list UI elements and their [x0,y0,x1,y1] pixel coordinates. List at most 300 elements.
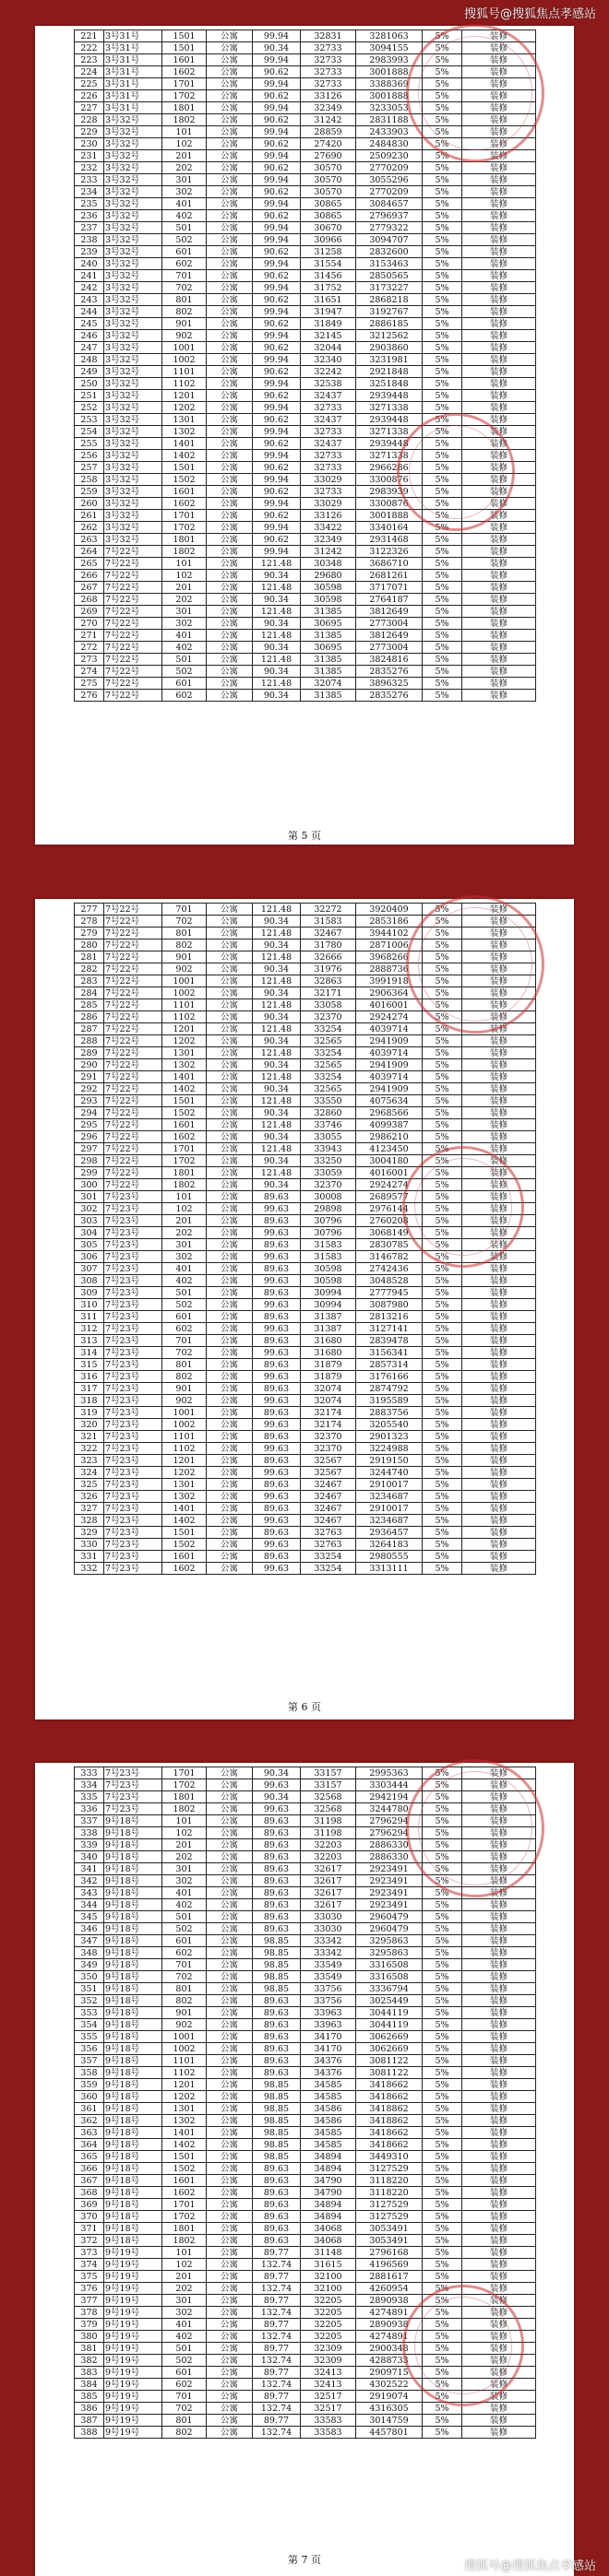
building-cell: 3号32号 [104,462,162,474]
table-row [75,2259,536,2271]
row-number-cell: 239 [75,246,104,258]
table-row [75,2091,536,2103]
decoration-status-cell: 装修 [462,354,536,366]
area-cell: 99.63 [253,1275,301,1287]
area-cell: 99.63 [253,1563,301,1575]
room-number-cell: 802 [162,2427,207,2439]
room-number-cell: 302 [162,2307,207,2319]
room-number-cell: 501 [162,1911,207,1923]
total-price-cell: 3053491 [356,2223,423,2235]
total-price-cell: 3173227 [356,282,423,294]
discount-rate-cell: 5% [423,2259,462,2271]
usage-cell: 公寓 [207,2367,253,2379]
total-price-cell: 3192767 [356,306,423,318]
unit-price-cell: 30796 [301,1215,356,1227]
room-number-cell: 202 [162,2283,207,2295]
discount-rate-cell: 5% [423,138,462,150]
building-cell: 3号32号 [104,522,162,534]
table-row [75,1815,536,1827]
row-number-cell: 247 [75,342,104,354]
room-number-cell: 1702 [162,1779,207,1791]
row-number-cell: 342 [75,1875,104,1887]
discount-rate-cell: 5% [423,963,462,975]
decoration-status-cell: 装修 [462,999,536,1011]
table-row [75,150,536,162]
area-cell: 99.63 [253,1347,301,1359]
decoration-status-cell: 装修 [462,1311,536,1323]
usage-cell: 公寓 [207,1191,253,1203]
usage-cell: 公寓 [207,594,253,606]
discount-rate-cell: 5% [423,1491,462,1503]
usage-cell: 公寓 [207,963,253,975]
room-number-cell: 1302 [162,1491,207,1503]
usage-cell: 公寓 [207,2427,253,2439]
building-cell: 7号22号 [104,594,162,606]
row-number-cell: 280 [75,939,104,951]
row-number-cell: 231 [75,150,104,162]
total-price-cell: 2796294 [356,1815,423,1827]
total-price-cell: 2874792 [356,1383,423,1395]
total-price-cell: 4075634 [356,1095,423,1107]
unit-price-cell: 32733 [301,462,356,474]
unit-price-cell: 31198 [301,1815,356,1827]
usage-cell: 公寓 [207,1239,253,1251]
decoration-status-cell: 装修 [462,1383,536,1395]
table-row [75,642,536,654]
discount-rate-cell: 5% [423,222,462,234]
area-cell: 121.48 [253,558,301,570]
usage-cell: 公寓 [207,174,253,186]
unit-price-cell: 33583 [301,2427,356,2439]
area-cell: 90.62 [253,342,301,354]
row-number-cell: 351 [75,1983,104,1995]
room-number-cell: 1001 [162,342,207,354]
discount-rate-cell: 5% [423,2283,462,2295]
unit-price-cell: 30966 [301,234,356,246]
room-number-cell: 602 [162,690,207,702]
unit-price-cell: 32174 [301,1407,356,1419]
room-number-cell: 301 [162,1239,207,1251]
building-cell: 3号32号 [104,114,162,126]
table-row [75,1287,536,1299]
row-number-cell: 250 [75,378,104,390]
room-number-cell: 101 [162,558,207,570]
table-row [75,2139,536,2151]
table-row [75,2403,536,2415]
building-cell: 7号22号 [104,1131,162,1143]
discount-rate-cell: 5% [423,1323,462,1335]
row-number-cell: 374 [75,2259,104,2271]
total-price-cell: 3271338 [356,402,423,414]
area-cell: 90.34 [253,690,301,702]
usage-cell: 公寓 [207,1251,253,1263]
total-price-cell: 2968566 [356,1107,423,1119]
area-cell: 89.63 [253,1887,301,1899]
table-row [75,534,536,546]
usage-cell: 公寓 [207,1407,253,1419]
area-cell: 99.94 [253,234,301,246]
discount-rate-cell: 5% [423,1371,462,1383]
building-cell: 9号18号 [104,2007,162,2019]
usage-cell: 公寓 [207,330,253,342]
table-row [75,1143,536,1155]
row-number-cell: 222 [75,42,104,54]
building-cell: 7号22号 [104,1083,162,1095]
total-price-cell: 3062669 [356,2031,423,2043]
decoration-status-cell: 装修 [462,916,536,928]
unit-price-cell: 33030 [301,1911,356,1923]
usage-cell: 公寓 [207,1203,253,1215]
total-price-cell: 3271338 [356,426,423,438]
area-cell: 89.63 [253,1503,301,1515]
area-cell: 90.34 [253,1011,301,1023]
area-cell: 99.94 [253,450,301,462]
total-price-cell: 2986210 [356,1131,423,1143]
decoration-status-cell: 装修 [462,1887,536,1899]
unit-price-cell: 32205 [301,2319,356,2331]
row-number-cell: 234 [75,186,104,198]
decoration-status-cell: 装修 [462,1803,536,1815]
table-row [75,1551,536,1563]
building-cell: 7号23号 [104,1203,162,1215]
table-row [75,666,536,678]
discount-rate-cell: 5% [423,450,462,462]
usage-cell: 公寓 [207,2139,253,2151]
decoration-status-cell: 装修 [462,426,536,438]
building-cell: 7号22号 [104,1071,162,1083]
area-cell: 98.85 [253,2139,301,2151]
room-number-cell: 801 [162,294,207,306]
discount-rate-cell: 5% [423,2211,462,2223]
area-cell: 90.34 [253,1155,301,1167]
table-row [75,126,536,138]
unit-price-cell: 32538 [301,378,356,390]
area-cell: 90.62 [253,66,301,78]
decoration-status-cell: 装修 [462,126,536,138]
decoration-status-cell: 装修 [462,2283,536,2295]
total-price-cell: 2919074 [356,2391,423,2403]
discount-rate-cell: 5% [423,1815,462,1827]
decoration-status-cell: 装修 [462,2067,536,2079]
row-number-cell: 272 [75,642,104,654]
building-cell: 3号32号 [104,318,162,330]
building-cell: 9号18号 [104,2151,162,2163]
table-row [75,1515,536,1527]
decoration-status-cell: 装修 [462,1251,536,1263]
unit-price-cell: 32617 [301,1863,356,1875]
area-cell: 90.62 [253,210,301,222]
building-cell: 7号22号 [104,678,162,690]
discount-rate-cell: 5% [423,690,462,702]
room-number-cell: 401 [162,1263,207,1275]
building-cell: 7号23号 [104,1359,162,1371]
building-cell: 3号32号 [104,186,162,198]
building-cell: 7号23号 [104,1767,162,1779]
table-row [75,1299,536,1311]
table-row [75,2115,536,2127]
total-price-cell: 3251848 [356,378,423,390]
row-number-cell: 373 [75,2247,104,2259]
area-cell: 90.34 [253,594,301,606]
table-row [75,582,536,594]
area-cell: 89.63 [253,2019,301,2031]
area-cell: 90.62 [253,510,301,522]
row-number-cell: 312 [75,1323,104,1335]
table-row [75,963,536,975]
unit-price-cell: 31387 [301,1323,356,1335]
row-number-cell: 285 [75,999,104,1011]
building-cell: 7号23号 [104,1239,162,1251]
total-price-cell: 2960479 [356,1911,423,1923]
usage-cell: 公寓 [207,1851,253,1863]
usage-cell: 公寓 [207,1479,253,1491]
usage-cell: 公寓 [207,1983,253,1995]
decoration-status-cell: 装修 [462,2079,536,2091]
building-cell: 7号23号 [104,1275,162,1287]
room-number-cell: 1102 [162,1443,207,1455]
row-number-cell: 317 [75,1383,104,1395]
total-price-cell: 2883756 [356,1407,423,1419]
table-row [75,1035,536,1047]
discount-rate-cell: 5% [423,2343,462,2355]
usage-cell: 公寓 [207,1959,253,1971]
unit-price-cell: 31456 [301,270,356,282]
area-cell: 99.94 [253,354,301,366]
room-number-cell: 401 [162,1887,207,1899]
usage-cell: 公寓 [207,426,253,438]
table-row [75,210,536,222]
total-price-cell: 4016001 [356,999,423,1011]
unit-price-cell: 32568 [301,1803,356,1815]
usage-cell: 公寓 [207,102,253,114]
building-cell: 7号23号 [104,1335,162,1347]
room-number-cell: 1301 [162,1479,207,1491]
area-cell: 90.62 [253,438,301,450]
unit-price-cell: 34894 [301,2163,356,2175]
usage-cell: 公寓 [207,318,253,330]
usage-cell: 公寓 [207,2115,253,2127]
usage-cell: 公寓 [207,1143,253,1155]
discount-rate-cell: 5% [423,1563,462,1575]
row-number-cell: 270 [75,618,104,630]
row-number-cell: 281 [75,951,104,963]
row-number-cell: 298 [75,1155,104,1167]
table-row [75,1395,536,1407]
unit-price-cell: 31849 [301,318,356,330]
row-number-cell: 245 [75,318,104,330]
usage-cell: 公寓 [207,951,253,963]
total-price-cell: 2980555 [356,1551,423,1563]
room-number-cell: 701 [162,2391,207,2403]
discount-rate-cell: 5% [423,2163,462,2175]
unit-price-cell: 32568 [301,1791,356,1803]
usage-cell: 公寓 [207,1995,253,2007]
table-row [75,1083,536,1095]
discount-rate-cell: 5% [423,534,462,546]
total-price-cell: 4039714 [356,1047,423,1059]
room-number-cell: 402 [162,1275,207,1287]
area-cell: 99.63 [253,1395,301,1407]
unit-price-cell: 29898 [301,1203,356,1215]
usage-cell: 公寓 [207,2259,253,2271]
discount-rate-cell: 5% [423,2139,462,2151]
unit-price-cell: 31780 [301,939,356,951]
usage-cell: 公寓 [207,234,253,246]
discount-rate-cell: 5% [423,2331,462,2343]
table-row [75,2199,536,2211]
decoration-status-cell: 装修 [462,282,536,294]
decoration-status-cell: 装修 [462,570,536,582]
total-price-cell: 2850565 [356,270,423,282]
usage-cell: 公寓 [207,987,253,999]
usage-cell: 公寓 [207,1899,253,1911]
table-row [75,606,536,618]
unit-price-cell: 31879 [301,1359,356,1371]
area-cell: 89.63 [253,1215,301,1227]
usage-cell: 公寓 [207,1515,253,1527]
decoration-status-cell: 装修 [462,2031,536,2043]
building-cell: 9号18号 [104,1851,162,1863]
room-number-cell: 1402 [162,450,207,462]
area-cell: 98.85 [253,1935,301,1947]
room-number-cell: 601 [162,246,207,258]
room-number-cell: 902 [162,1395,207,1407]
table-row [75,2283,536,2295]
table-row [75,999,536,1011]
decoration-status-cell: 装修 [462,2379,536,2391]
row-number-cell: 305 [75,1239,104,1251]
area-cell: 99.94 [253,282,301,294]
table-row [75,1263,536,1275]
building-cell: 3号32号 [104,210,162,222]
row-number-cell: 322 [75,1443,104,1455]
total-price-cell: 3920409 [356,904,423,916]
table-row [75,1887,536,1899]
room-number-cell: 1701 [162,510,207,522]
total-price-cell: 2941909 [356,1035,423,1047]
room-number-cell: 1302 [162,1059,207,1071]
total-price-cell: 3087980 [356,1299,423,1311]
total-price-cell: 4274891 [356,2331,423,2343]
table-row [75,174,536,186]
usage-cell: 公寓 [207,546,253,558]
decoration-status-cell: 装修 [462,666,536,678]
usage-cell: 公寓 [207,2067,253,2079]
row-number-cell: 246 [75,330,104,342]
page-number: 第 7 页 [288,2554,321,2566]
area-cell: 90.62 [253,294,301,306]
room-number-cell: 402 [162,642,207,654]
area-cell: 89.77 [253,2391,301,2403]
table-row [75,2151,536,2163]
total-price-cell: 2770209 [356,162,423,174]
table-row [75,2019,536,2031]
room-number-cell: 1501 [162,2151,207,2163]
unit-price-cell: 34068 [301,2235,356,2247]
table-row [75,114,536,126]
total-price-cell: 3094707 [356,234,423,246]
area-cell: 99.63 [253,1299,301,1311]
usage-cell: 公寓 [207,222,253,234]
unit-price-cell: 32733 [301,78,356,90]
table-row [75,1155,536,1167]
total-price-cell: 3418662 [356,2091,423,2103]
row-number-cell: 352 [75,1995,104,2007]
building-cell: 7号22号 [104,939,162,951]
total-price-cell: 2813216 [356,1311,423,1323]
room-number-cell: 1101 [162,1431,207,1443]
table-row [75,939,536,951]
room-number-cell: 1302 [162,426,207,438]
table-row [75,414,536,426]
decoration-status-cell: 装修 [462,1935,536,1947]
area-cell: 89.63 [253,2055,301,2067]
unit-price-cell: 31615 [301,2259,356,2271]
unit-price-cell: 31385 [301,654,356,666]
unit-price-cell: 33250 [301,1155,356,1167]
unit-price-cell: 30570 [301,162,356,174]
unit-price-cell: 32413 [301,2379,356,2391]
usage-cell: 公寓 [207,42,253,54]
area-cell: 99.94 [253,126,301,138]
room-number-cell: 802 [162,1995,207,2007]
discount-rate-cell: 5% [423,2103,462,2115]
room-number-cell: 901 [162,318,207,330]
total-price-cell: 3212562 [356,330,423,342]
room-number-cell: 201 [162,2271,207,2283]
room-number-cell: 401 [162,2319,207,2331]
room-number-cell: 1401 [162,2127,207,2139]
room-number-cell: 302 [162,1251,207,1263]
decoration-status-cell: 装修 [462,102,536,114]
discount-rate-cell: 5% [423,2391,462,2403]
area-cell: 90.34 [253,987,301,999]
building-cell: 9号18号 [104,1959,162,1971]
unit-price-cell: 32437 [301,438,356,450]
table-row [75,1851,536,1863]
table-row [75,318,536,330]
building-cell: 3号31号 [104,78,162,90]
usage-cell: 公寓 [207,1011,253,1023]
discount-rate-cell: 5% [423,174,462,186]
decoration-status-cell: 装修 [462,582,536,594]
table-row [75,1011,536,1023]
usage-cell: 公寓 [207,1227,253,1239]
area-cell: 99.94 [253,426,301,438]
building-cell: 3号32号 [104,390,162,402]
building-cell: 3号31号 [104,54,162,66]
discount-rate-cell: 5% [423,2199,462,2211]
area-cell: 121.48 [253,630,301,642]
table-row [75,2271,536,2283]
total-price-cell: 2832600 [356,246,423,258]
unit-price-cell: 32733 [301,42,356,54]
table-row [75,378,536,390]
unit-price-cell: 30598 [301,594,356,606]
row-number-cell: 348 [75,1947,104,1959]
usage-cell: 公寓 [207,210,253,222]
row-number-cell: 240 [75,258,104,270]
room-number-cell: 501 [162,654,207,666]
row-number-cell: 223 [75,54,104,66]
discount-rate-cell: 5% [423,2415,462,2427]
room-number-cell: 202 [162,1227,207,1239]
discount-rate-cell: 5% [423,1767,462,1779]
discount-rate-cell: 5% [423,2295,462,2307]
building-cell: 3号32号 [104,354,162,366]
discount-rate-cell: 5% [423,1779,462,1791]
usage-cell: 公寓 [207,450,253,462]
